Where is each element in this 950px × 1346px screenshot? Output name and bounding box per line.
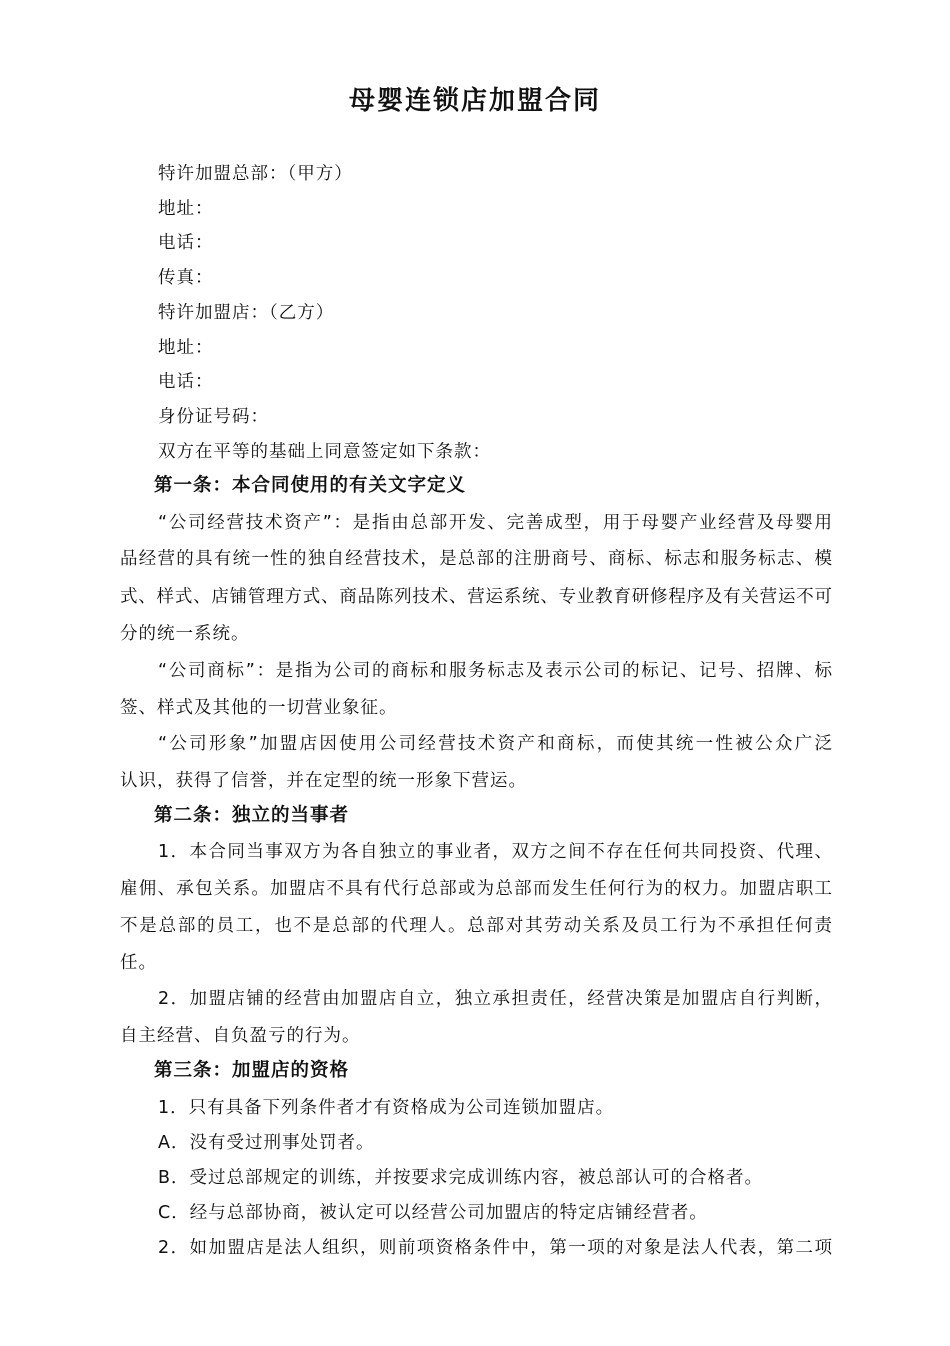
article-1-line: 品经营的具有统一性的独自经营技术，是总部的注册商号、商标、标志和服务标志、模	[120, 549, 832, 569]
article-3-line: 1．只有具备下列条件者才有资格成为公司连锁加盟店。	[158, 1098, 615, 1118]
document-title: 母婴连锁店加盟合同	[348, 86, 601, 116]
field-franchisee-phone: 电话：	[158, 372, 214, 392]
article-2-line: 不是总部的员工，也不是总部的代理人。总部对其劳动关系及员工行为不承担任何责	[120, 916, 832, 936]
article-1-line: 式、样式、店铺管理方式、商品陈列技术、营运系统、专业教育研修程序及有关营运不可	[120, 587, 832, 607]
intro-paragraph: 双方在平等的基础上同意签定如下条款：	[158, 442, 491, 462]
field-franchisor-phone: 电话：	[158, 233, 214, 253]
field-franchisor-address: 地址：	[158, 199, 214, 219]
article-1-line: “公司形象”加盟店因使用公司经营技术资产和商标，而使其统一性被公众广泛	[158, 734, 832, 754]
article-3-line: C．经与总部协商，被认定可以经营公司加盟店的特定店铺经营者。	[158, 1203, 708, 1223]
article-3-line: 2．如加盟店是法人组织，则前项资格条件中，第一项的对象是法人代表，第二项	[158, 1238, 832, 1258]
field-franchisor-fax: 传真：	[158, 268, 214, 288]
article-1-line: 认识，获得了信誉，并在定型的统一形象下营运。	[120, 771, 527, 791]
article-1-line: “公司经营技术资产”：是指由总部开发、完善成型，用于母婴产业经营及母婴用	[158, 513, 832, 533]
field-id-number: 身份证号码：	[158, 407, 269, 427]
field-franchisor: 特许加盟总部：（甲方）	[158, 164, 353, 184]
article-3-line: B．受过总部规定的训练，并按要求完成训练内容，被总部认可的合格者。	[158, 1168, 764, 1188]
article-2-line: 雇佣、承包关系。加盟店不具有代行总部或为总部而发生任何行为的权力。加盟店职工	[120, 879, 832, 899]
article-2-line: 自主经营、自负盈亏的行为。	[120, 1026, 361, 1046]
article-2-line: 1．本合同当事双方为各自独立的事业者，双方之间不存在任何共同投资、代理、	[158, 842, 832, 862]
article-3-line: A．没有受过刑事处罚者。	[158, 1133, 375, 1153]
article-2-line: 2．加盟店铺的经营由加盟店自立，独立承担责任，经营决策是加盟店自行判断，	[158, 989, 832, 1009]
field-franchisee: 特许加盟店：（乙方）	[158, 303, 335, 323]
article-2-line: 任。	[120, 953, 157, 973]
article-1-line: “公司商标”：是指为公司的商标和服务标志及表示公司的标记、记号、招牌、标	[158, 661, 832, 681]
article-1-line: 分的统一系统。	[120, 624, 250, 644]
article-1-heading: 第一条：本合同使用的有关文字定义	[154, 475, 467, 496]
field-franchisee-address: 地址：	[158, 338, 214, 358]
article-3-heading: 第三条：加盟店的资格	[154, 1060, 350, 1081]
article-1-line: 签、样式及其他的一切营业象征。	[120, 698, 398, 718]
article-2-heading: 第二条：独立的当事者	[154, 805, 350, 826]
